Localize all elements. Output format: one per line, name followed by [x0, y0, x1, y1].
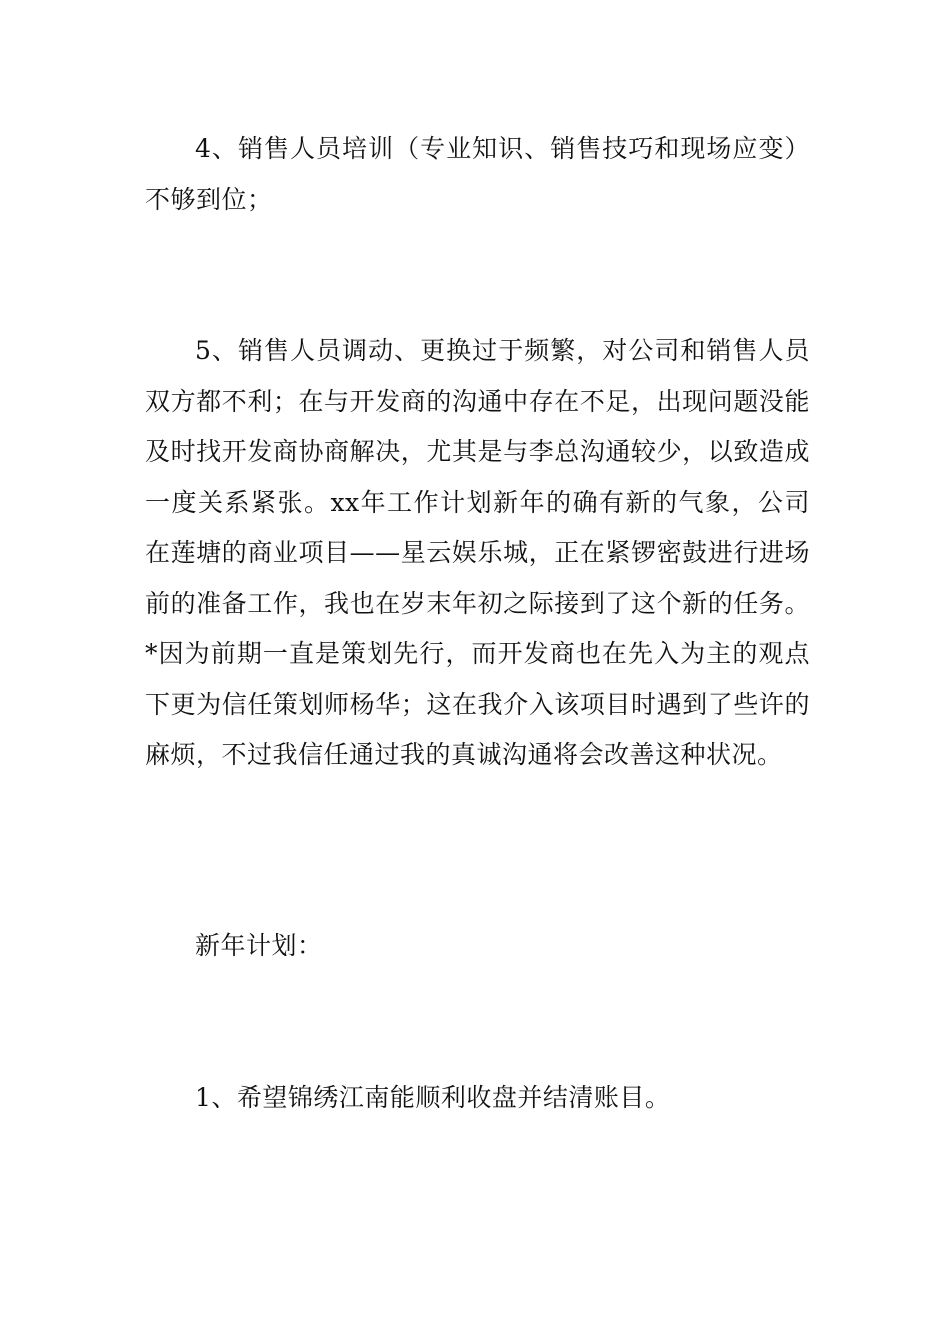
paragraph-training: 4、销售人员培训（专业知识、销售技巧和现场应变）不够到位； — [145, 134, 810, 214]
section-heading-new-year-plan: 新年计划： — [195, 931, 323, 960]
paragraph-staff-turnover: 5、销售人员调动、更换过于频繁，对公司和销售人员双方都不利；在与开发商的沟通中存在不足，出现问题没能及时找开发商协商解决，尤其是与李总沟通较少，以致造成一度关系紧张。xx年工作计划新年的确有新的气象，公司在莲塘的商业项目——星云娱乐城，正在紧锣密鼓进行进场前的准备工作，我也在岁末年初之际接到了这个新的任务。*因为前期一直是策划先行，而开发商也在先入为主的观点下更为信任策划师杨华；这在我介入该项目时遇到了些许的麻烦，不过我信任通过我的真诚沟通将会改善这种状况。 — [145, 336, 810, 769]
paragraph-plan-item-1: 1、希望锦绣江南能顺利收盘并结清账目。 — [195, 1083, 671, 1112]
